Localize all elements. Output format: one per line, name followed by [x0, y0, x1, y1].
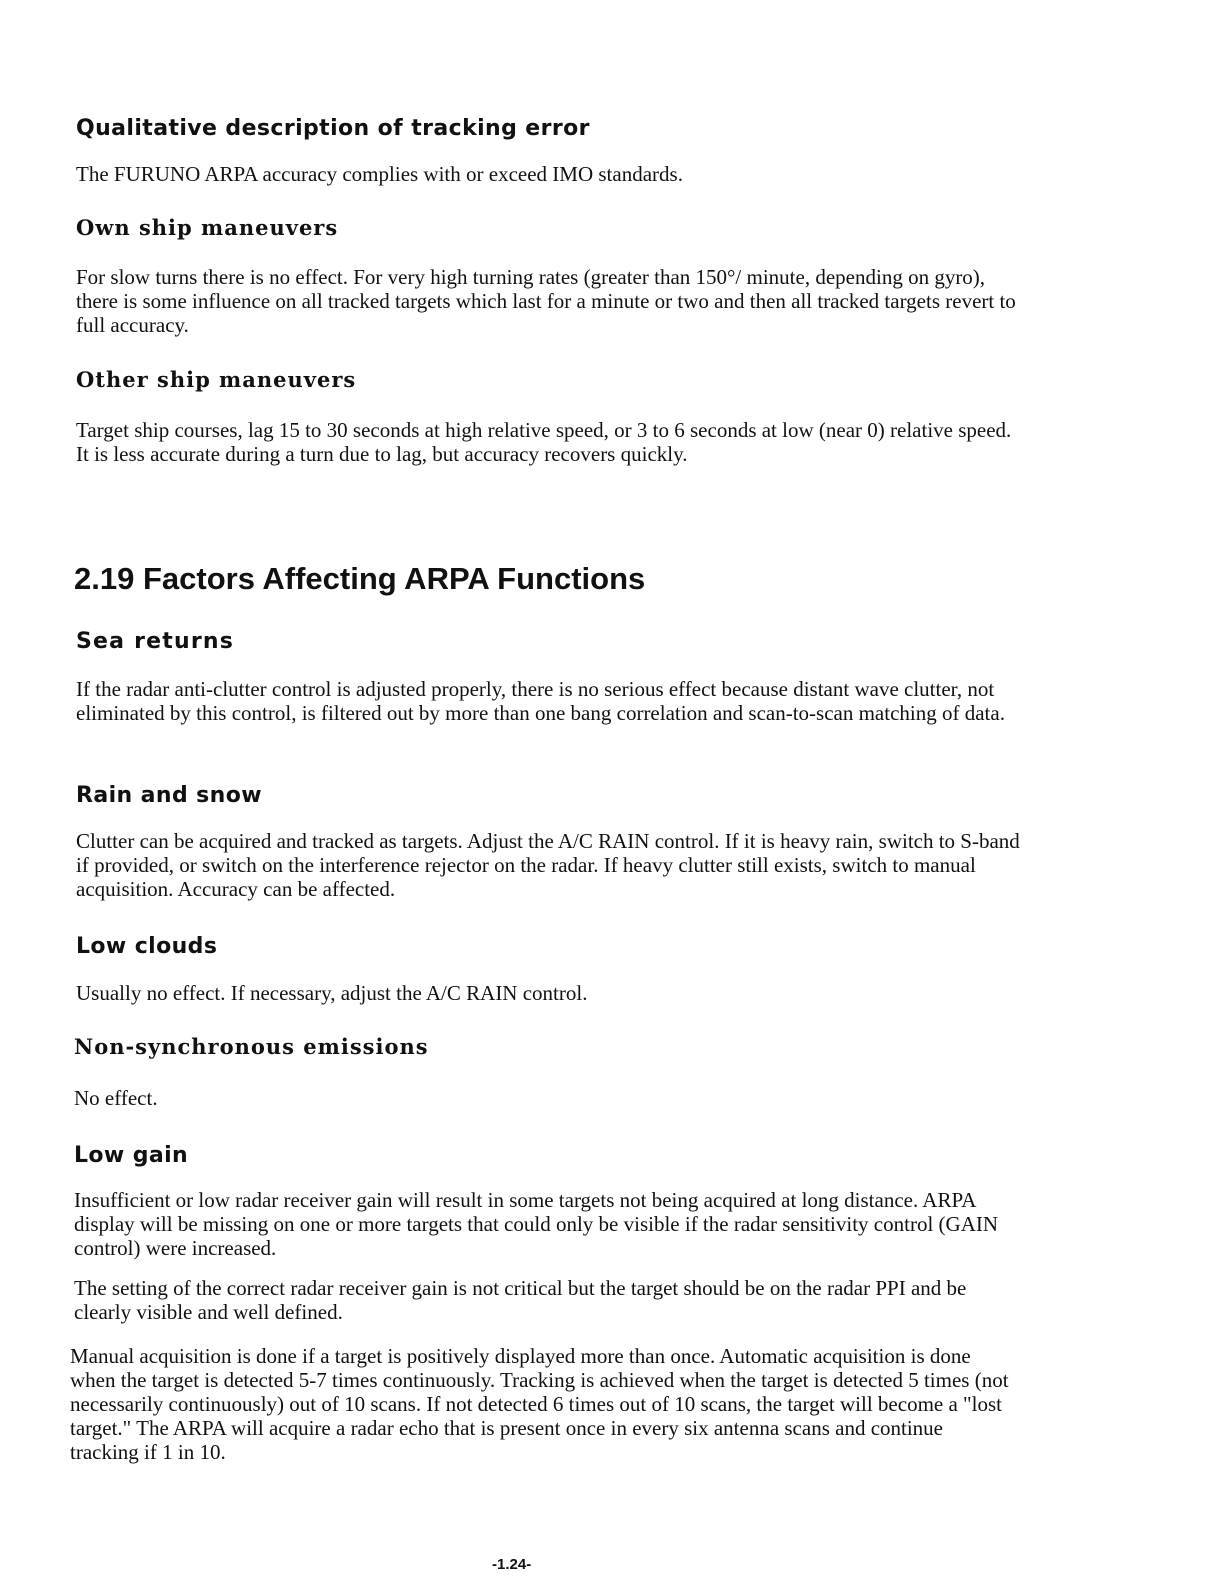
paragraph-low-clouds: Usually no effect. If necessary, adjust the A/C RAIN control.	[76, 981, 588, 1005]
paragraph-non-sync: No effect.	[74, 1086, 158, 1110]
heading-sea-returns: Sea returns	[76, 629, 235, 654]
paragraph-tracking-error: The FURUNO ARPA accuracy complies with or exceed IMO standards.	[76, 162, 683, 186]
heading-tracking-error: Qualitative description of tracking error	[76, 116, 590, 141]
paragraph-low-gain-3: Manual acquisition is done if a target is positively displayed more than once. Automatic acquisition is done when the target is detected 5-7 times continuously. Tracking is achieved when the target is detected 5 times (not necessarily continuously) out of 10 scans. If not detected 6 times out of 10 scans, the target will become a "lost target." The ARPA will acquire a radar echo that is present once in every six antenna scans and continue tracking if 1 in 10.	[70, 1344, 1009, 1464]
heading-non-sync: Non-synchronous emissions	[74, 1034, 429, 1059]
page-number: -1.24-	[492, 1556, 532, 1573]
paragraph-low-gain-1: Insufficient or low radar receiver gain will result in some targets not being acquired at long distance. ARPA display will be missing on one or more targets that could only be visible if the radar sensitivity control (GAIN control) were increased.	[74, 1188, 999, 1260]
heading-low-clouds: Low clouds	[76, 934, 218, 959]
heading-low-gain: Low gain	[74, 1143, 189, 1168]
paragraph-own-ship: For slow turns there is no effect. For very high turning rates (greater than 150°/ minute, depending on gyro), there is some influence on all tracked targets which last for a minute or two and then all tracked targets revert to full accuracy.	[76, 265, 1016, 337]
paragraph-low-gain-2: The setting of the correct radar receiver gain is not critical but the target should be on the radar PPI and be clearly visible and well defined.	[74, 1276, 967, 1324]
heading-other-ship: Other ship maneuvers	[76, 367, 357, 392]
paragraph-other-ship: Target ship courses, lag 15 to 30 seconds at high relative speed, or 3 to 6 seconds at low (near 0) relative speed. It is less accurate during a turn due to lag, but accuracy recovers quickly.	[76, 418, 1012, 466]
paragraph-sea-returns: If the radar anti-clutter control is adjusted properly, there is no serious effect because distant wave clutter, not eliminated by this control, is filtered out by more than one bang correlation and scan-to-scan matching of data.	[76, 677, 1005, 725]
paragraph-rain-snow: Clutter can be acquired and tracked as targets. Adjust the A/C RAIN control. If it is heavy rain, switch to S-band if provided, or switch on the interference rejector on the radar. If heavy clutter still exists, switch to manual acquisition. Accuracy can be affected.	[76, 829, 1020, 901]
section-title: 2.19 Factors Affecting ARPA Functions	[74, 561, 646, 596]
heading-rain-snow: Rain and snow	[76, 783, 262, 808]
heading-own-ship: Own ship maneuvers	[76, 215, 339, 240]
